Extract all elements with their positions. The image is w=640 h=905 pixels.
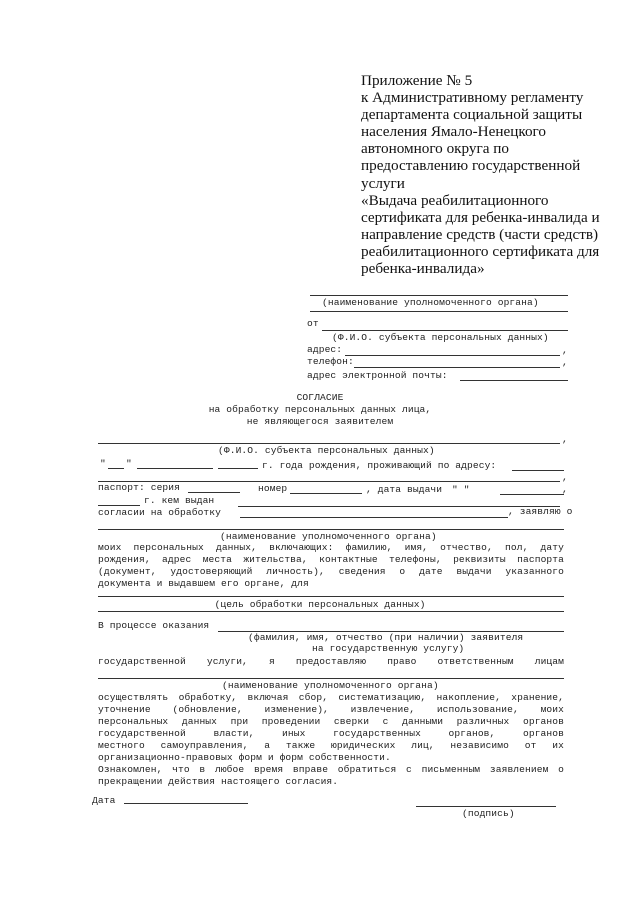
subject-name-line[interactable] [98,443,560,444]
paragraph-1-line: документа и выдавшем его органе, для [98,578,309,589]
appendix-line: направление средств (части средств) [361,225,599,243]
applicant-caption-2: на государственную услугу) [312,643,465,654]
paragraph-2: государственной услуги, я предоставляю право ответственным лицам [98,656,564,667]
date-label: Дата [92,795,116,806]
appendix-line: автономного округа по [361,140,510,158]
month-line[interactable] [137,468,213,469]
paragraph-1-line: моих персональных данных, включающих: фамилию, имя, отчество, пол, дату [98,542,564,553]
signature-caption: (подпись) [462,808,515,819]
quote-open: " [100,458,106,469]
org-line-3[interactable] [98,678,564,679]
passport-label: паспорт: серия [98,482,181,493]
issue-quotes: " " [452,484,470,495]
email-label: адрес электронной почты: [307,370,448,381]
passport-number-line[interactable] [290,493,362,494]
appendix-line: к Административному регламенту [361,89,584,107]
address-line[interactable] [345,355,560,356]
paragraph-4-line: прекращении действия настоящего согласия. [98,776,339,787]
appendix-line: услуги [361,174,405,192]
from-line[interactable] [322,330,568,331]
number-label: номер [258,483,288,494]
quote-close: " [126,458,132,469]
consent-title: СОГЛАСИЕ [296,392,344,403]
org-caption-3: (наименование уполномоченного органа) [222,680,439,691]
paragraph-1-line: (документ, удостоверяющий личность), сведения о дате выдачи указанного [98,566,564,577]
consent-line[interactable] [240,517,508,518]
issue-month-line[interactable] [500,494,564,495]
email-line[interactable] [460,380,568,381]
appendix-line: сертификата для ребенка-инвалида и [361,208,600,226]
comma: , [562,434,568,445]
year-line[interactable] [218,468,258,469]
residence-line[interactable] [512,470,564,471]
address-label: адрес: [307,344,343,355]
passport-series-line[interactable] [188,492,240,493]
comma: , [562,484,568,495]
appendix-header [361,72,600,277]
paragraph-3-line: организационно-правовых форм и форм собственности. [98,752,391,763]
paragraph-3-line: персональных данных при проведении сверки с данными различных органов [98,716,564,727]
consent-subtitle-2: не являющегося заявителем [246,416,394,427]
org-name-line-2[interactable] [310,311,568,312]
subject-caption-2: (Ф.И.О. субъекта персональных данных) [218,445,435,456]
subject-caption: (Ф.И.О. субъекта персональных данных) [332,332,549,343]
appendix-line: населения Ямало-Ненецкого [361,123,546,141]
purpose-caption: (цель обработки персональных данных) [214,599,426,610]
appendix-line: Приложение № 5 [361,72,473,89]
comma: , [562,345,568,356]
paragraph-3-line: государственной власти, иных государственных органов, органов [98,728,564,739]
appendix-line: реабилитационного сертификата для [361,242,600,260]
consent-subtitle: на обработку персональных данных лица, [208,404,432,415]
purpose-line-2[interactable] [98,611,564,612]
purpose-line[interactable] [98,596,564,597]
issue-date-label: , дата выдачи [366,484,443,495]
birth-text: г. года рождения, проживающий по адресу: [262,460,497,471]
day-line[interactable] [108,468,124,469]
in-process-label: В процессе оказания [98,620,210,631]
paragraph-4-line: Ознакомлен, что в любое время вправе обратиться с письменным заявлением о [98,764,564,775]
issue-year-line[interactable] [98,505,140,506]
paragraph-3-line: местного самоуправления, а также юридических лиц, независимо от их [98,740,564,751]
paragraph-3-line: уточнение (обновление, изменение), извлечение, использование, моих [98,704,564,715]
paragraph-1-line: рождения, адрес места жительства, контактные телефоны, реквизиты паспорта [98,554,564,565]
paragraph-3-line: осуществлять обработку, включая сбор, систематизацию, накопление, хранение, [98,692,564,703]
comma: , [562,472,568,483]
appendix-line: предоставлению государственной [361,157,581,175]
signature-line[interactable] [416,806,556,807]
consent-label: согласии на обработку [98,507,222,518]
from-label: от [307,318,319,329]
phone-line[interactable] [354,367,560,368]
appendix-line: ребенка-инвалида» [361,260,485,278]
appendix-line: департамента социальной защиты [361,106,583,124]
org-line[interactable] [98,529,564,530]
issued-by-label: г. кем выдан [144,495,215,506]
org-caption: (наименование уполномоченного органа) [322,297,539,308]
comma: , [562,357,568,368]
org-caption-2: (наименование уполномоченного органа) [220,531,437,542]
appendix-line: «Выдача реабилитационного [361,191,549,209]
phone-label: телефон: [307,356,354,367]
org-name-line[interactable] [310,295,568,296]
applicant-caption: (фамилия, имя, отчество (при наличии) заявителя [248,632,524,643]
agree-label: , заявляю о [508,506,573,517]
date-line[interactable] [124,803,248,804]
